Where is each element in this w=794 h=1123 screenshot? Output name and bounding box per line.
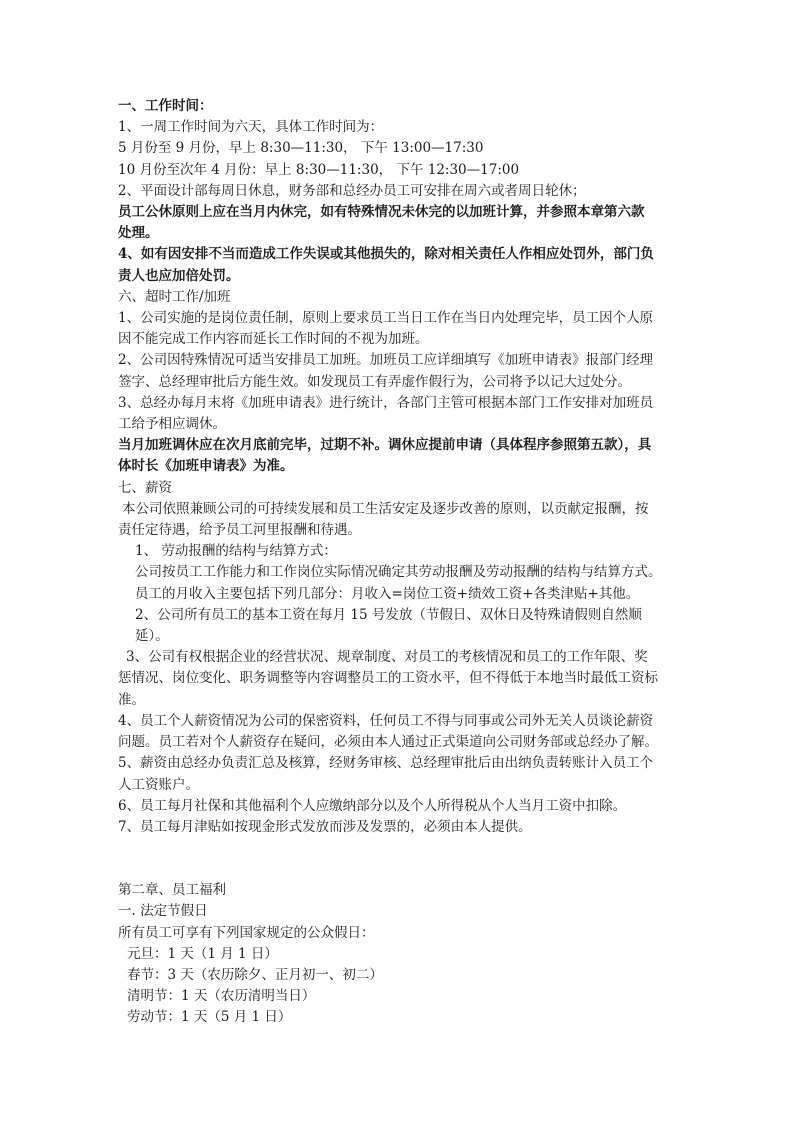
bold-paragraph-line: 员工公休原则上应在当月内休完，如有特殊情况未休完的以加班计算，并参照本章第六款 xyxy=(118,204,645,221)
paragraph-line: 工给予相应调休。 xyxy=(118,416,226,433)
paragraph-line: 2、平面设计部每周日休息，财务部和总经办员工可安排在周六或者周日轮休； xyxy=(118,182,586,199)
section-heading-work-time: 一、工作时间： xyxy=(118,98,213,114)
list-item: 3、公司有权根据企业的经营状况、规章制度、对员工的考核情况和员工的工作年限、奖 xyxy=(126,649,648,666)
paragraph-line: 3、总经办每月末将《加班申请表》进行统计，各部门主管可根据本部门工作安排对加班员 xyxy=(118,394,654,411)
section-heading-salary: 七、薪资 xyxy=(118,479,172,496)
bold-paragraph-line: 责人也应加倍处罚。 xyxy=(118,267,240,284)
subsection-heading: 一. 法定节假日 xyxy=(118,903,208,920)
paragraph-line: 准。 xyxy=(118,691,145,708)
paragraph-line: 签字、总经理审批后方能生效。如发现员工有弄虚作假行为，公司将予以记大过处分。 xyxy=(118,373,631,390)
paragraph-line: 2、公司因特殊情况可适当安排员工加班。加班员工应详细填写《加班申请表》报部门经理 xyxy=(118,352,654,369)
paragraph-line: 员工的月收入主要包括下列几部分：月收入=岗位工资+绩效工资+各类津贴+其他。 xyxy=(135,585,640,602)
list-item: 7、员工每月津贴如按现金形式发放而涉及发票的，必须由本人提供。 xyxy=(118,818,532,835)
bold-paragraph-line: 体时长《加班申请表》为准。 xyxy=(118,458,294,475)
list-item: 5、薪资由总经办负责汇总及核算，经财务审核、总经理审批后由出纳负责转账计入员工个 xyxy=(118,755,654,772)
list-item: 6、员工每月社保和其他福利个人应缴纳部分以及个人所得税从个人当月工资中扣除。 xyxy=(118,797,627,814)
list-item: 4、员工个人薪资情况为公司的保密资料，任何员工不得与同事或公司外无关人员谈论薪资 xyxy=(118,712,654,729)
list-item: 2、公司所有员工的基本工资在每月 15 号发放（节假日、双休日及特殊请假则自然顺 xyxy=(135,606,642,623)
paragraph-line: 公司按员工工作能力和工作岗位实际情况确定其劳动报酬及劳动报酬的结构与结算方式。 xyxy=(135,564,662,581)
holiday-item: 元旦：1 天（1 月 1 日） xyxy=(127,945,278,962)
paragraph-line: 因不能完成工作内容而延长工作时间的不视为加班。 xyxy=(118,331,429,348)
paragraph-line: 延）。 xyxy=(135,628,169,645)
bold-paragraph-line: 当月加班调休应在次月底前完毕，过期不补。调休应提前申请（具体程序参照第五款），具 xyxy=(118,437,652,454)
paragraph-line: 所有员工可享有下列国家规定的公众假日： xyxy=(118,924,375,941)
section-heading-overtime: 六、超时工作/加班 xyxy=(118,288,231,305)
paragraph-line: 10 月份至次年 4 月份：早上 8:30—11:30， 下午 12:30—17:00 xyxy=(118,161,520,178)
bold-paragraph-line: 处理。 xyxy=(118,225,159,242)
list-item: 1、 劳动报酬的结构与结算方式： xyxy=(135,543,337,560)
document-page xyxy=(118,96,678,1029)
paragraph-line: 问题。员工若对个人薪资存在疑问，必须由本人通过正式渠道向公司财务部或总经办了解。 xyxy=(118,734,658,751)
section-spacer xyxy=(118,838,678,880)
paragraph-line: 惩情况、岗位变化、职务调整等内容调整员工的工资水平，但不得低于本地当时最低工资标 xyxy=(118,670,658,687)
paragraph-line: 本公司依照兼顾公司的可持续发展和员工生活安定及逐步改善的原则，以贡献定报酬，按 xyxy=(122,500,649,517)
holiday-item: 春节：3 天（农历除夕、正月初一、初二） xyxy=(127,966,383,983)
paragraph-line: 责任定待遇，给予员工河里报酬和待遇。 xyxy=(118,522,361,539)
paragraph-line: 1、一周工作时间为六天，具体工作时间为： xyxy=(118,119,384,136)
bold-paragraph-line: 4、如有因安排不当而造成工作失误或其他损失的，除对相关责任人作相应处罚外，部门负 xyxy=(118,246,654,263)
paragraph-line: 5 月份至 9 月份，早上 8:30—11:30， 下午 13:00—17:30 xyxy=(118,140,484,157)
paragraph-line: 1、公司实施的是岗位责任制，原则上要求员工当日工作在当日内处理完毕，员工因个人原 xyxy=(118,310,654,327)
chapter-heading: 第二章、员工福利 xyxy=(118,882,226,899)
holiday-item: 清明节：1 天（农历清明当日） xyxy=(127,988,316,1005)
holiday-item: 劳动节：1 天（5 月 1 日） xyxy=(127,1009,292,1026)
paragraph-line: 人工资账户。 xyxy=(118,776,199,793)
